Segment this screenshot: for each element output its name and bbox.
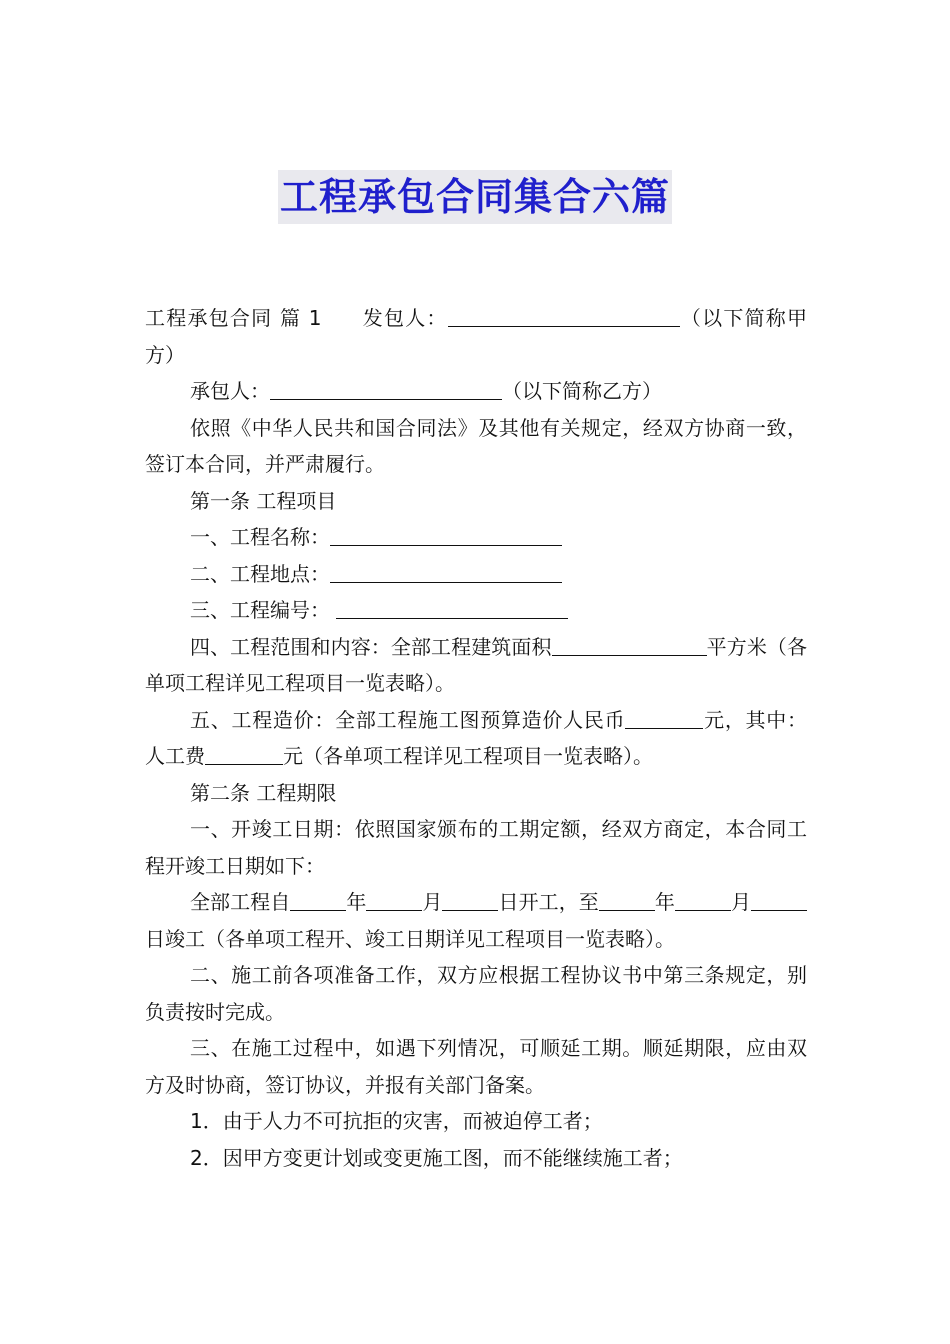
area-blank: [552, 635, 707, 656]
cost-total-blank: [625, 708, 703, 729]
paragraph-party-b: [145, 373, 807, 410]
term-month-1: 月: [422, 890, 443, 914]
term-preparation: 二、施工前各项准备工作，双方应根据工程协议书中第三条规定，别负责按时完成。: [145, 963, 807, 1024]
party-b-blank: [270, 379, 502, 400]
item-project-cost-b: 元，其中：人工费: [145, 707, 808, 768]
item-project-location: [145, 556, 807, 593]
item-project-cost-c: 元（各单项工程详见工程项目一览表略）。: [283, 744, 653, 768]
term-extension: 三、在施工过程中，如遇下列情况，可顺延工期。顺延期限，应由双方及时协商，签订协议，并报有关部门备案。: [145, 1036, 807, 1097]
article-2-heading: 第二条 工程期限: [190, 780, 337, 805]
term-schedule-start: 全部工程自: [190, 890, 291, 914]
item-project-number: [145, 592, 807, 629]
document-body: [145, 300, 807, 1176]
term-schedule-end: 日竣工（各单项工程开、竣工日期详见工程项目一览表略）。: [145, 926, 675, 951]
paragraph-basis: 依照《中华人民共和国合同法》及其他有关规定，经双方协商一致，签订本合同，并严肃履行。: [145, 415, 807, 476]
end-year-blank: [599, 890, 655, 911]
project-name-blank: [330, 525, 562, 546]
list-item-number: 2: [190, 1145, 203, 1170]
list-item-text: ．由于人力不可抗拒的灾害，而被迫停工者；: [202, 1109, 603, 1133]
project-location-blank: [330, 562, 562, 583]
list-item-number: 1: [190, 1109, 203, 1133]
contract-number: 1: [308, 306, 322, 330]
item-project-cost-a: 五、工程造价：全部工程施工图预算造价人民币: [190, 707, 626, 732]
start-year-blank: [290, 890, 346, 911]
item-project-location-label: 二、工程地点：: [190, 561, 330, 586]
list-item: [145, 1103, 807, 1140]
party-b-label: 承包人：: [190, 379, 270, 403]
contract-heading: 工程承包合同 篇: [145, 306, 302, 330]
list-item: [145, 1140, 807, 1177]
item-project-name-label: 一、工程名称：: [190, 525, 330, 549]
item-project-cost: [145, 702, 807, 775]
labor-cost-blank: [205, 744, 283, 765]
party-a-blank: [448, 306, 680, 327]
term-year-1: 年: [346, 890, 367, 914]
start-month-blank: [366, 890, 422, 911]
end-day-blank: [751, 890, 807, 911]
term-schedule: [145, 884, 807, 957]
party-a-suffix: （以下简称甲方）: [145, 306, 808, 367]
term-start-end-dates: 一、开竣工日期：依照国家颁布的工期定额，经双方商定，本合同工程开竣工日期如下：: [145, 817, 807, 878]
title-container: [0, 170, 950, 224]
item-project-name: [145, 519, 807, 556]
list-item-text: ．因甲方变更计划或变更施工图，而不能继续施工者；: [202, 1145, 683, 1170]
item-project-number-label: 三、工程编号：: [190, 598, 330, 622]
paragraph-contract-1-party-a: [145, 300, 807, 373]
item-project-scope-b: 平方米（各单项工程详见工程项目一览表略）。: [145, 634, 808, 695]
end-month-blank: [675, 890, 731, 911]
term-year-2: 年: [654, 890, 675, 914]
term-month-2: 月: [730, 890, 752, 914]
item-project-scope-a: 四、工程范围和内容：全部工程建筑面积: [190, 634, 552, 659]
party-a-label: 发包人：: [361, 306, 448, 330]
document-title: 工程承包合同集合六篇: [278, 170, 672, 224]
party-b-suffix: （以下简称乙方）: [502, 379, 662, 403]
project-number-blank: [336, 598, 568, 619]
term-day-1: 日开工，至: [498, 890, 599, 914]
start-day-blank: [442, 890, 498, 911]
article-1-heading: 第一条 工程项目: [190, 488, 337, 513]
item-project-scope: [145, 629, 807, 702]
